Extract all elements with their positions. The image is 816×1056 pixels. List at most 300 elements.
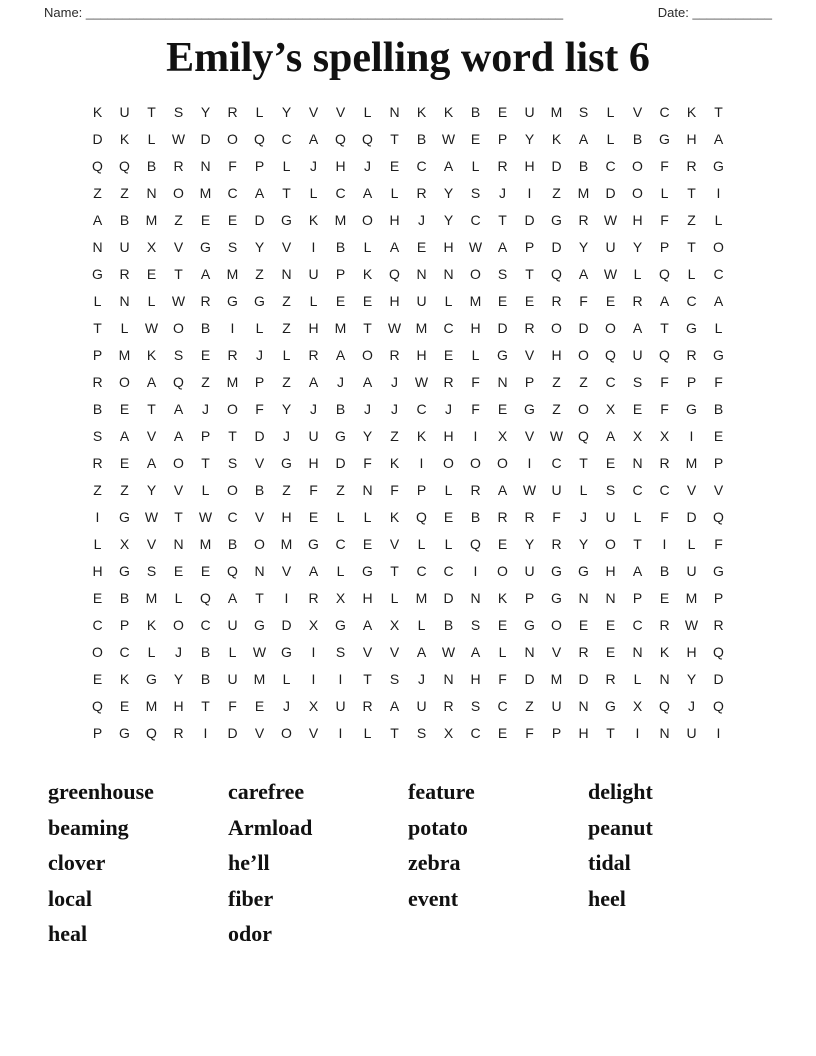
grid-letter: B [659,562,670,579]
grid-letter: T [687,238,696,255]
grid-letter: L [633,670,642,687]
grid-letter: L [687,535,696,552]
grid-letter: D [200,130,211,147]
grid-letter: E [497,724,508,741]
grid-letter: L [471,157,480,174]
grid-letter: X [335,589,346,606]
grid-letter: B [200,319,211,336]
grid-letter: D [254,211,265,228]
grid-letter: G [497,346,508,363]
grid-letter: J [364,400,371,417]
date-label: Date: [657,5,689,20]
grid-letter: G [119,724,130,741]
grid-letter: Q [470,535,481,552]
grid-letter: T [714,103,723,120]
grid-letter: C [281,130,292,147]
grid-letter: W [549,427,564,444]
grid-letter: O [578,400,589,417]
grid-letter: N [254,562,265,579]
grid-letter: K [119,130,130,147]
grid-letter: J [202,400,209,417]
grid-letter: A [362,373,373,390]
grid-letter: R [443,373,454,390]
grid-letter: N [659,724,670,741]
grid-letter: Q [713,508,724,525]
grid-letter: N [281,265,292,282]
grid-letter: E [524,292,535,309]
grid-letter: Q [119,157,130,174]
grid-letter: S [389,670,400,687]
grid-letter: P [524,373,535,390]
grid-letter: A [254,184,265,201]
grid-letter: S [146,562,157,579]
grid-letter: E [605,643,616,660]
grid-letter: C [92,616,103,633]
grid-letter: Q [362,130,373,147]
grid-letter: N [416,265,427,282]
grid-letter: E [416,238,427,255]
grid-letter: M [469,292,482,309]
grid-letter: V [524,346,535,363]
grid-letter: Q [416,508,427,525]
word-list-item: heal [48,921,88,947]
grid-letter: W [171,292,186,309]
grid-letter: F [660,211,669,228]
grid-letter: N [578,697,589,714]
grid-letter: C [416,562,427,579]
grid-letter: Y [632,238,643,255]
grid-letter: S [470,616,481,633]
grid-letter: F [660,157,669,174]
grid-letter: U [605,508,616,525]
grid-letter: A [227,589,238,606]
grid-letter: P [92,346,103,363]
word-list-column [408,774,588,952]
grid-letter: L [606,103,615,120]
grid-letter: R [551,535,562,552]
grid-letter: V [632,103,643,120]
grid-letter: H [605,562,616,579]
grid-letter: R [200,292,211,309]
grid-letter: Z [93,481,102,498]
grid-letter: T [687,184,696,201]
grid-letter: V [389,535,400,552]
grid-letter: A [578,265,589,282]
grid-letter: V [254,724,265,741]
grid-letter: G [605,697,616,714]
grid-letter: G [227,292,238,309]
grid-letter: M [145,211,158,228]
grid-letter: D [92,130,103,147]
grid-letter: U [686,562,697,579]
grid-letter: T [147,103,156,120]
grid-letter: S [173,346,184,363]
grid-letter: L [120,319,129,336]
grid-letter: O [119,373,130,390]
grid-letter: B [578,157,589,174]
word-list-item: clover [48,850,106,876]
grid-letter: P [524,589,535,606]
grid-letter: S [632,373,643,390]
grid-letter: G [551,211,562,228]
grid-letter: N [362,481,373,498]
grid-letter: E [173,562,184,579]
grid-letter: B [92,400,103,417]
grid-letter: N [119,292,130,309]
grid-letter: Q [389,265,400,282]
grid-letter: R [659,454,670,471]
grid-letter: O [605,319,616,336]
grid-letter: A [470,643,481,660]
grid-letter: M [199,184,212,201]
grid-letter: E [605,292,616,309]
grid-letter: P [659,238,670,255]
grid-letter: N [578,589,589,606]
grid-letter: N [632,643,643,660]
date-field [658,5,772,20]
grid-letter: A [389,238,400,255]
grid-letter: T [606,724,615,741]
grid-letter: L [363,238,372,255]
grid-letter: Y [524,130,535,147]
grid-letter: U [308,265,319,282]
grid-letter: X [146,238,157,255]
grid-letter: X [632,697,643,714]
grid-letter: B [443,616,454,633]
grid-letter: B [335,400,346,417]
grid-letter: Q [173,373,184,390]
grid-letter: F [228,697,237,714]
grid-letter: L [606,130,615,147]
grid-letter: M [415,319,428,336]
grid-letter: T [390,562,399,579]
grid-letter: Q [713,697,724,714]
grid-letter: U [524,103,535,120]
grid-letter: M [415,589,428,606]
grid-letter: I [230,319,235,336]
grid-letter: Q [227,562,238,579]
grid-letter: E [119,454,130,471]
grid-letter: I [716,184,721,201]
grid-letter: A [632,562,643,579]
grid-letter: W [684,616,699,633]
grid-letter: A [632,319,643,336]
grid-letter: U [524,562,535,579]
grid-letter: L [444,535,453,552]
grid-letter: Z [120,481,129,498]
grid-letter: O [632,157,643,174]
grid-letter: G [659,130,670,147]
grid-letter: G [578,562,589,579]
grid-letter: Q [335,130,346,147]
grid-letter: O [92,643,103,660]
grid-letter: A [173,400,184,417]
grid-letter: Y [146,481,157,498]
grid-letter: N [659,670,670,687]
grid-letter: R [416,184,427,201]
grid-letter: L [336,508,345,525]
grid-letter: L [390,589,399,606]
grid-letter: L [444,292,453,309]
grid-letter: Y [443,211,454,228]
grid-letter: H [389,211,400,228]
grid-letter: O [173,319,184,336]
grid-letter: V [254,508,265,525]
grid-letter: M [334,319,347,336]
word-list-item: delight [588,779,653,805]
grid-letter: E [659,589,670,606]
grid-letter: P [119,616,130,633]
grid-letter: I [338,724,343,741]
grid-letter: A [497,481,508,498]
grid-letter: C [416,157,427,174]
grid-letter: L [282,670,291,687]
grid-letter: V [713,481,724,498]
grid-letter: Y [578,238,589,255]
grid-letter: Z [255,265,264,282]
grid-letter: I [311,643,316,660]
grid-letter: L [174,589,183,606]
grid-letter: L [255,319,264,336]
grid-letter: J [337,373,344,390]
word-list-item: beaming [48,814,129,840]
grid-letter: L [444,481,453,498]
grid-letter: Q [551,265,562,282]
grid-letter: L [228,643,237,660]
grid-letter: U [416,292,427,309]
grid-letter: Y [443,184,454,201]
grid-letter: E [470,130,481,147]
grid-letter: F [525,724,534,741]
grid-letter: A [308,562,319,579]
grid-letter: M [685,589,698,606]
grid-letter: X [659,427,670,444]
grid-letter: L [147,643,156,660]
grid-letter: F [660,373,669,390]
grid-letter: H [632,211,643,228]
grid-letter: Y [254,238,265,255]
grid-letter: I [203,724,208,741]
grid-letter: H [362,589,373,606]
grid-letter: R [551,292,562,309]
grid-letter: C [335,184,346,201]
grid-letter: E [119,400,130,417]
grid-letter: D [497,319,508,336]
grid-letter: A [200,265,211,282]
grid-letter: M [334,211,347,228]
grid-letter: W [414,373,429,390]
grid-letter: E [497,103,508,120]
grid-letter: V [146,427,157,444]
grid-letter: N [443,670,454,687]
grid-letter: O [362,346,373,363]
grid-letter: U [551,697,562,714]
grid-letter: C [443,562,454,579]
grid-letter: Q [578,427,589,444]
grid-letter: F [498,670,507,687]
grid-letter: U [605,238,616,255]
grid-letter: F [255,400,264,417]
grid-letter: T [498,211,507,228]
grid-letter: O [497,562,508,579]
grid-letter: C [416,400,427,417]
grid-letter: N [200,157,211,174]
grid-letter: O [227,400,238,417]
grid-letter: F [714,373,723,390]
grid-letter: E [227,211,238,228]
grid-letter: K [389,454,400,471]
grid-letter: Q [659,697,670,714]
grid-letter: B [119,589,130,606]
grid-letter: O [470,454,481,471]
grid-letter: J [310,157,317,174]
grid-letter: Q [200,589,211,606]
grid-letter: P [551,724,562,741]
grid-letter: M [280,535,293,552]
grid-letter: F [390,481,399,498]
grid-letter: K [389,508,400,525]
word-list-item: greenhouse [48,779,154,805]
grid-letter: J [310,400,317,417]
name-line: __________________________________________________________________ [85,5,564,20]
grid-letter: K [497,589,508,606]
grid-letter: I [716,724,721,741]
grid-letter: M [685,454,698,471]
grid-letter: O [497,454,508,471]
grid-letter: E [200,346,211,363]
grid-letter: T [201,697,210,714]
grid-letter: E [443,346,454,363]
grid-letter: L [93,535,102,552]
grid-letter: A [308,130,319,147]
grid-letter: G [281,454,292,471]
grid-letter: R [659,616,670,633]
grid-letter: P [416,481,427,498]
grid-letter: E [497,292,508,309]
grid-letter: C [713,265,724,282]
grid-letter: Z [174,211,183,228]
grid-letter: E [497,400,508,417]
grid-letter: B [200,643,211,660]
grid-letter: S [335,643,346,660]
grid-letter: R [92,454,103,471]
grid-letter: R [173,157,184,174]
grid-letter: F [228,157,237,174]
grid-letter: O [551,616,562,633]
grid-letter: C [470,211,481,228]
grid-letter: I [635,724,640,741]
grid-letter: A [497,238,508,255]
grid-letter: Z [282,292,291,309]
grid-letter: F [660,508,669,525]
grid-letter: O [443,454,454,471]
grid-letter: R [686,346,697,363]
grid-letter: L [363,724,372,741]
grid-letter: K [119,670,130,687]
grid-letter: D [686,508,697,525]
grid-letter: L [687,265,696,282]
grid-letter: U [308,427,319,444]
grid-letter: J [175,643,182,660]
grid-letter: I [662,535,667,552]
grid-letter: A [173,427,184,444]
grid-letter: L [309,292,318,309]
grid-letter: S [227,238,238,255]
grid-letter: E [254,697,265,714]
grid-letter: Y [362,427,373,444]
grid-letter: A [659,292,670,309]
grid-letter: P [200,427,211,444]
grid-letter: F [471,400,480,417]
grid-letter: V [362,643,373,660]
grid-letter: G [713,562,724,579]
grid-letter: C [497,697,508,714]
grid-letter: K [362,265,373,282]
grid-letter: D [578,670,589,687]
date-line: ___________ [692,5,772,20]
grid-letter: O [713,238,724,255]
grid-letter: E [146,265,157,282]
grid-letter: X [119,535,130,552]
grid-letter: J [499,184,506,201]
grid-letter: E [497,616,508,633]
grid-letter: G [335,427,346,444]
grid-letter: A [389,697,400,714]
grid-letter: K [146,616,157,633]
word-list-column [228,774,408,952]
grid-letter: C [200,616,211,633]
grid-letter: A [362,184,373,201]
grid-letter: A [578,130,589,147]
grid-letter: H [335,157,346,174]
grid-letter: M [118,346,131,363]
grid-letter: D [335,454,346,471]
grid-letter: T [93,319,102,336]
grid-letter: R [578,643,589,660]
grid-letter: Z [201,373,210,390]
grid-letter: P [92,724,103,741]
grid-letter: P [713,454,724,471]
grid-letter: G [308,535,319,552]
grid-letter: I [311,238,316,255]
grid-letter: J [283,697,290,714]
grid-letter: S [227,454,238,471]
grid-letter: G [551,589,562,606]
grid-letter: Q [92,697,103,714]
grid-letter: K [686,103,697,120]
grid-letter: Q [659,265,670,282]
grid-letter: X [308,616,319,633]
grid-letter: P [686,373,697,390]
grid-letter: C [227,184,238,201]
grid-letter: L [417,535,426,552]
grid-letter: T [147,400,156,417]
grid-letter: D [227,724,238,741]
grid-letter: Q [659,346,670,363]
grid-letter: L [714,211,723,228]
grid-letter: Z [552,400,561,417]
grid-letter: L [282,157,291,174]
grid-letter: H [524,157,535,174]
grid-letter: O [632,184,643,201]
grid-letter: M [226,265,239,282]
grid-letter: J [391,400,398,417]
grid-letter: G [281,643,292,660]
grid-letter: W [144,319,159,336]
grid-letter: P [713,589,724,606]
grid-letter: R [578,211,589,228]
grid-letter: I [95,508,100,525]
